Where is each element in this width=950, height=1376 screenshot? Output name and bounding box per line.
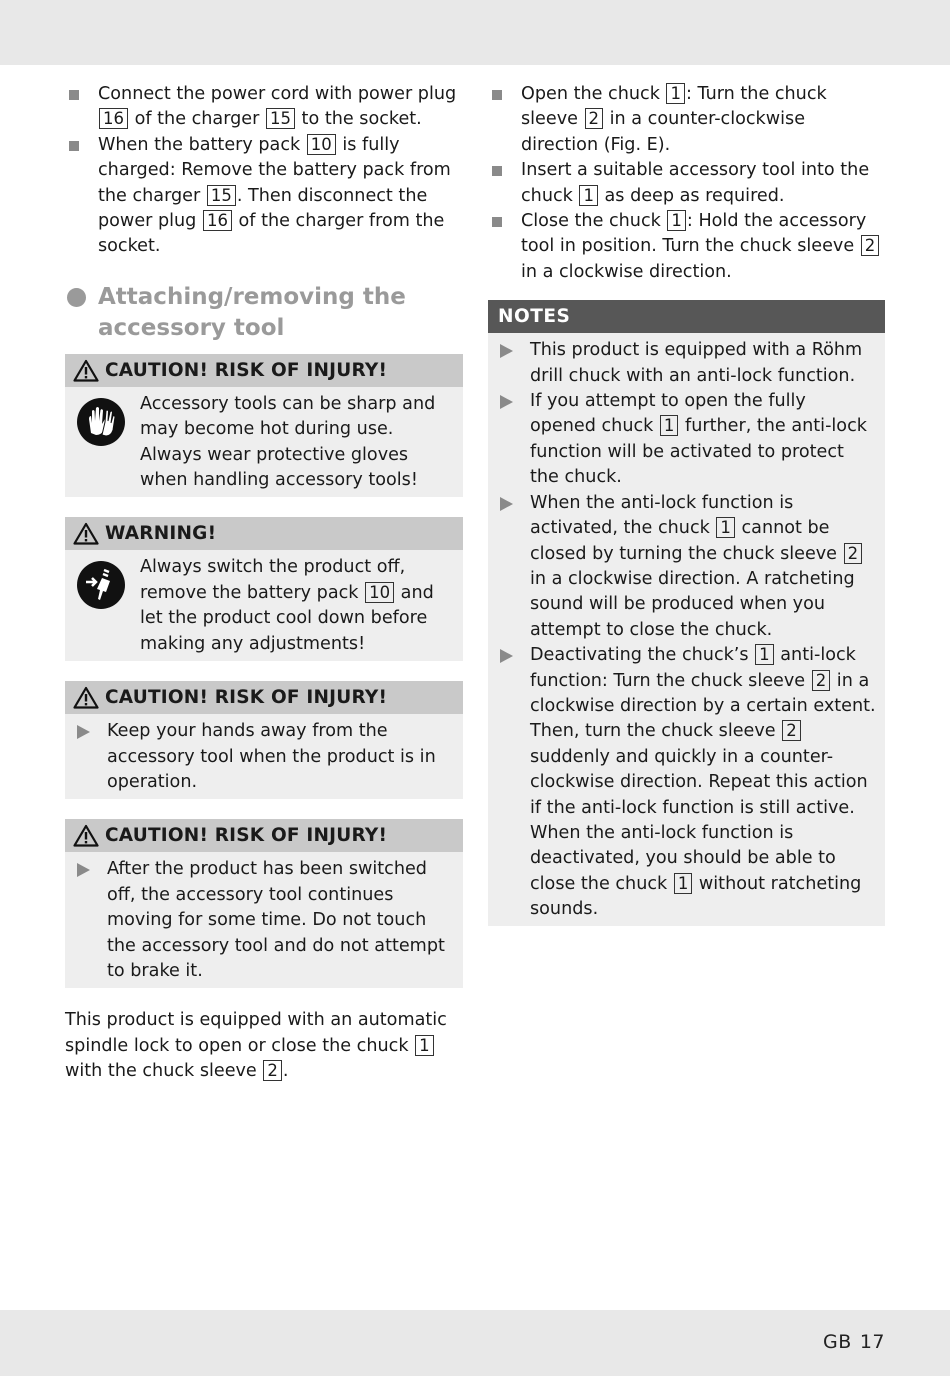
- language-code: GB: [823, 1331, 852, 1353]
- warning-triangle-icon: [73, 522, 99, 545]
- caution-title-text: CAUTION! RISK OF INJURY!: [105, 825, 388, 847]
- arrow-bullet-icon: [500, 497, 513, 511]
- part-number: 1: [579, 185, 598, 206]
- part-number: 1: [755, 644, 774, 665]
- warning-body: [65, 550, 463, 661]
- list-item: Insert a suitable accessory tool into the chuck 1 as deep as required.: [488, 158, 885, 209]
- caution-box: [65, 819, 463, 988]
- part-number: 15: [207, 185, 236, 206]
- part-number: 2: [844, 543, 863, 564]
- part-number: 1: [667, 210, 686, 231]
- arrow-bullet-icon: [500, 344, 513, 358]
- list-item: When the anti-lock function is activated, the chuck 1 cannot be closed by turning the chuck sleeve 2 in a clockwise direction. A ratcheting sound will be produced when you attempt to close the chuck.: [498, 491, 877, 643]
- list-item: Close the chuck 1 : Hold the accessory tool in position. Turn the chuck sleeve 2 in a clockwise direction.: [488, 209, 885, 285]
- list-item: Open the chuck 1 : Turn the chuck sleeve 2 in a counter-clockwise direction (Fig. E).: [488, 82, 885, 158]
- caution-title: [65, 354, 463, 387]
- part-number: 2: [782, 720, 801, 741]
- disconnect-plug-icon: [76, 560, 126, 610]
- list-item: [75, 857, 453, 984]
- caution-title-text: CAUTION! RISK OF INJURY!: [105, 359, 388, 381]
- caution-title: [65, 819, 463, 852]
- part-number: 2: [585, 108, 604, 129]
- square-bullet-icon: [492, 166, 502, 176]
- part-number: 2: [263, 1060, 282, 1081]
- page-footer: [815, 1331, 885, 1353]
- list-item: [75, 719, 453, 795]
- notes-body: [488, 333, 885, 925]
- list-item: If you attempt to open the fully opened chuck 1 further, the anti-lock function will be activated to protect the chuck.: [498, 389, 877, 491]
- step-text: of the charger: [129, 109, 265, 130]
- warning-text: Always switch the product off, remove the battery pack 10 and let the product cool down before making any adjustments!: [140, 557, 434, 654]
- part-number: 1: [415, 1035, 434, 1056]
- left-column: [65, 82, 463, 1085]
- arrow-bullet-icon: [77, 863, 90, 877]
- step-text: to the socket.: [295, 109, 422, 130]
- warning-box: [65, 517, 463, 661]
- circle-bullet-icon: [67, 288, 86, 307]
- part-number: 1: [716, 517, 735, 538]
- section-heading-text: Attaching/removing the accessory tool: [98, 283, 406, 341]
- section-heading: [65, 282, 463, 344]
- square-bullet-icon: [69, 90, 79, 100]
- list-item: This product is equipped with a Röhm drill chuck with an anti-lock function.: [498, 338, 877, 389]
- part-number: 1: [660, 415, 679, 436]
- step-text: When the battery pack: [98, 134, 306, 155]
- charging-steps-list: [65, 82, 463, 260]
- caution-title: [65, 681, 463, 714]
- footer-band: [0, 1310, 950, 1376]
- caution-box: [65, 354, 463, 498]
- step-text: Connect the power cord with power plug: [98, 84, 457, 104]
- page-number: 17: [859, 1331, 885, 1353]
- part-number: 2: [861, 235, 880, 256]
- gloves-icon: [76, 397, 126, 447]
- part-number: 2: [812, 670, 831, 691]
- warning-triangle-icon: [73, 359, 99, 382]
- arrow-bullet-icon: [77, 725, 90, 739]
- warning-title: [65, 517, 463, 550]
- caution-text: Keep your hands away from the accessory tool when the product is in operation.: [107, 721, 436, 792]
- square-bullet-icon: [492, 217, 502, 227]
- notes-box: [488, 300, 885, 925]
- caution-title-text: CAUTION! RISK OF INJURY!: [105, 686, 388, 708]
- part-number: 1: [666, 83, 685, 104]
- square-bullet-icon: [492, 90, 502, 100]
- square-bullet-icon: [69, 141, 79, 151]
- list-item: Deactivating the chuck’s 1 anti-lock function: Turn the chuck sleeve 2 in a clockwise direction by a certain extent. Then, turn the chuck sleeve 2 suddenly and quickly in a counter-clockwise direction. Repeat this action if the anti-lock function is still active. When the anti-lock function is deactivated, you should be able to close the chuck 1 without ratcheting sounds.: [498, 643, 877, 922]
- caution-body: [65, 852, 463, 988]
- part-number: 10: [365, 582, 394, 603]
- notes-title: NOTES: [488, 300, 885, 333]
- caution-body: [65, 387, 463, 498]
- part-number: 16: [99, 108, 128, 129]
- right-column: [488, 82, 885, 926]
- warning-title-text: WARNING!: [105, 523, 217, 545]
- step-text: . Then disconnect the power plug: [98, 185, 428, 232]
- spindle-lock-paragraph: This product is equipped with an automatic spindle lock to open or close the chuck 1 with the chuck sleeve 2 .: [65, 1010, 447, 1082]
- step-text: of the charger from the socket.: [98, 211, 445, 257]
- arrow-bullet-icon: [500, 395, 513, 409]
- warning-triangle-icon: [73, 686, 99, 709]
- part-number: 10: [307, 134, 336, 155]
- part-number: 1: [674, 873, 693, 894]
- step-text: is fully charged: Remove the battery pack from the charger: [98, 134, 451, 206]
- header-band: [0, 0, 950, 65]
- chuck-steps-list: [488, 82, 885, 285]
- warning-triangle-icon: [73, 824, 99, 847]
- caution-body: [65, 714, 463, 799]
- caution-text: After the product has been switched off, the accessory tool continues moving for some time. Do not touch the accessory tool and do not attempt to brake it.: [107, 859, 445, 981]
- part-number: 15: [266, 108, 295, 129]
- arrow-bullet-icon: [500, 649, 513, 663]
- list-item: [65, 82, 463, 133]
- list-item: [65, 133, 463, 260]
- caution-box: [65, 681, 463, 799]
- part-number: 16: [203, 210, 232, 231]
- caution-text: Accessory tools can be sharp and may become hot during use. Always wear protective gloves when handling accessory tools!: [140, 393, 436, 491]
